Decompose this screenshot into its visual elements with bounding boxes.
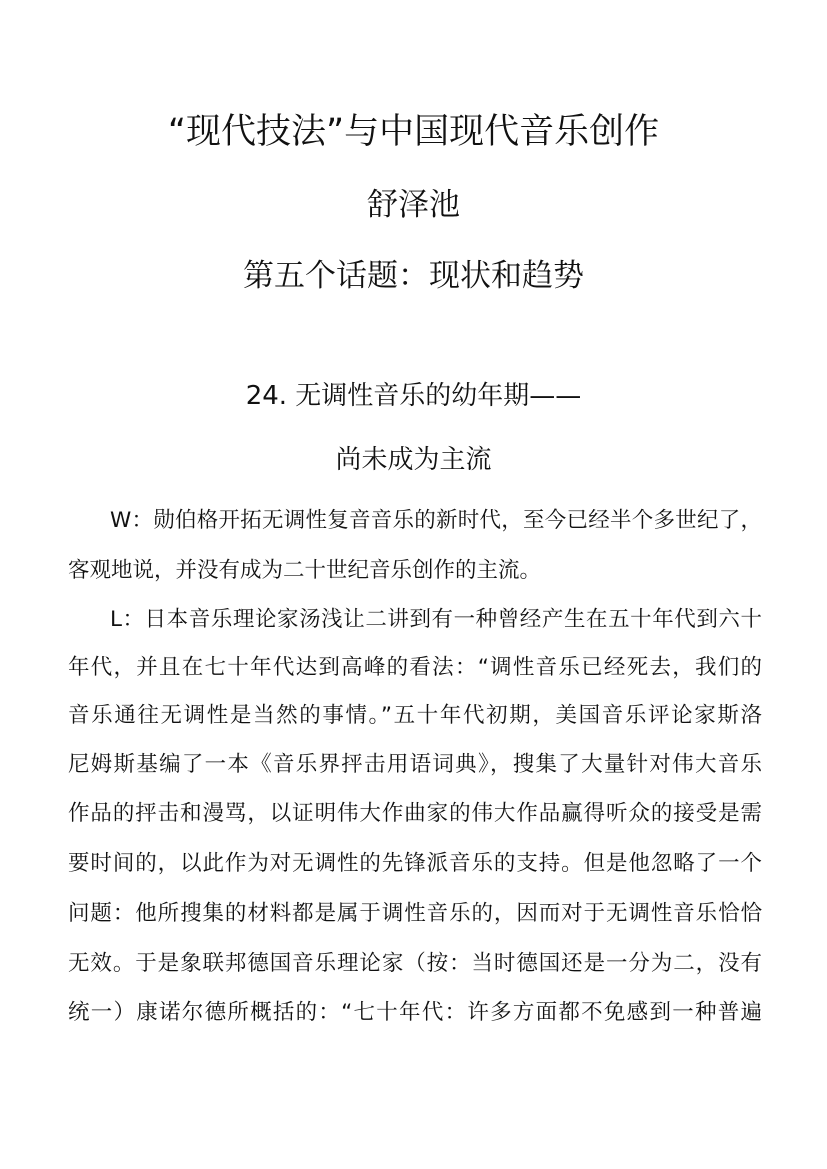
body-line-6: 尼姆斯基编了一本《音乐界抨击用语词典》，搜集了大量针对伟大音乐	[68, 752, 762, 777]
topic-heading: 第五个话题：现状和趋势	[243, 258, 584, 294]
body-line-10: 无效。于是象联邦德国音乐理论家（按：当时德国还是一分为二，没有	[68, 951, 762, 976]
body-line-5: 音乐通往无调性是当然的事情。”五十年代初期，美国音乐评论家斯洛	[68, 703, 762, 728]
body-line-8: 要时间的，以此作为对无调性的先锋派音乐的支持。但是他忽略了一个	[68, 851, 762, 876]
body-line-4: 年代，并且在七十年代达到高峰的看法：“调性音乐已经死去，我们的	[68, 655, 762, 680]
body-line-1: W：勋伯格开拓无调性复音音乐的新时代，至今已经半个多世纪了，	[110, 508, 762, 533]
body-line-7: 作品的抨击和漫骂，以证明伟大作曲家的伟大作品赢得听众的接受是需	[68, 801, 762, 826]
author-name: 舒泽池	[367, 187, 460, 223]
body-line-9: 问题：他所搜集的材料都是属于调性音乐的，因而对于无调性音乐恰恰	[68, 901, 762, 926]
section-heading-line-2: 尚未成为主流	[335, 445, 492, 475]
body-line-11: 统一）康诺尔德所概括的：“七十年代：许多方面都不免感到一种普遍	[68, 1000, 762, 1025]
body-line-3: L：日本音乐理论家汤浅让二讲到有一种曾经产生在五十年代到六十	[110, 607, 762, 632]
body-line-2: 客观地说，并没有成为二十世纪音乐创作的主流。	[68, 558, 542, 583]
document-title: “现代技法”与中国现代音乐创作	[167, 112, 660, 152]
section-heading-line-1: 24. 无调性音乐的幼年期——	[245, 381, 582, 411]
